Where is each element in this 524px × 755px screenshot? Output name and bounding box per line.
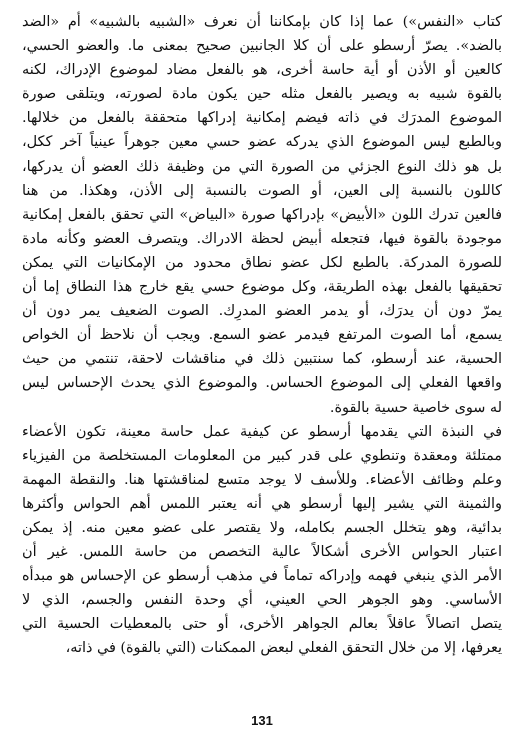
text-line: الأمر الذي ينبغي فهمه وإدراكه تماماً في مذهب أرسطو عن الإحساس هو مبدأه — [22, 568, 502, 585]
page-number: 131 — [251, 713, 273, 728]
text-line: الأساسي. وهو الجوهر الحي العيني، أي وحدة النفس والجسم، الذي لا — [22, 592, 502, 609]
text-line: تحقيقها بالفعل بهذه الطريقة، وكل موضوع حسي يقع خارج هذا النطاق إما أن — [22, 279, 502, 296]
text-line: كاللون بالنسبة إلى العين، أو الصوت بالنسبة إلى الأذن، وهكذا. من هنا — [22, 182, 502, 199]
text-line: موجودة بالقوة فيها، فتجعله أبيض لحظة الادراك. ويتصرف العضو وكأنه مادة — [22, 230, 502, 247]
text-line: كتاب «النفس») عما إذا كان بإمكاننا أن نعرف «الشبيه بالشبيه» أم «الضد — [22, 14, 502, 30]
text-line: اعتبار الحواس الأخرى أشكالاً عالية التخصص من حاسة اللمس. غير أن — [22, 544, 502, 561]
text-line: فالعين تدرك اللون «الأبيض» بإدراكها صورة «البياض» التي تحقق بالفعل إمكانية — [22, 206, 502, 223]
text-line: كالعين أو الأذن أو أية حاسة أخرى، هو بالفعل مضاد لموضوع الإدراك، لكنه — [22, 62, 502, 79]
text-line: ممتلئة ومعقدة وتنطوي على قدر كبير من المعلومات المستخلصة من الفيزياء — [22, 447, 502, 464]
text-line: واقعها الفعلي إلى الموضوع الحساس. والموضوع الذي يحدث الإحساس ليس — [22, 375, 502, 392]
text-line: يمرّ دون أن يدرَك، أو يدمر العضو المدرِك. الصوت الضعيف يمر دون أن — [22, 303, 502, 320]
page-body — [22, 10, 502, 710]
text-line: الموضوع المدرَك في ذاته فيضم إمكانية إدراكها متحققة بالفعل من خلالها. — [22, 110, 502, 127]
text-line: والثمينة التي يشير إليها أرسطو هي أنه يعتبر اللمس أهم الحواس وأكثرها — [22, 495, 502, 512]
text-line: الحسية، عند أرسطو، كما سنتبين ذلك في مناقشات لاحقة، تنتمي من حيث — [22, 351, 502, 368]
text-line: يسمع، أما الصوت المرتفع فيدمر عضو السمع. ويجب أن نلاحظ أن الخواص — [22, 327, 502, 344]
paragraph-2 — [22, 420, 502, 661]
text-line: وعلم وظائف الأعضاء. وللأسف لا يوجد متسع لمناقشتها هنا. والنقطة المهمة — [22, 471, 502, 488]
text-line: له سوى خاصية حسية بالقوة. — [329, 399, 502, 416]
text-line: للصورة المدركة. بالطبع لكل عضو نطاق محدود من الإمكانيات التي يمكن — [22, 254, 502, 271]
text-line: بدائية، وهو يتخلل الجسم بكامله، ولا يقتصر على عضو معين منه. إذ يمكن — [22, 519, 502, 536]
text-line: يعرفها، إلا من خلال التحقق الفعلي لبعض الممكنات (التي بالقوة) في ذاته، — [65, 640, 502, 657]
text-line: بالضد». يصرّ أرسطو على أن كلا الجانبين صحيح بمعنى ما. والعضو الحسي، — [22, 38, 502, 55]
text-line: بالقوة شبيه به ويصير بالفعل مثله حين يكون مادة لصورته، ويتلقى صورة — [22, 86, 502, 103]
text-line: وبالطبع ليس الموضوع الذي يدركه عضو حسي معين جوهراً عينياً آخر ككل، — [22, 134, 502, 151]
text-line: في النبذة التي يقدمها أرسطو عن كيفية عمل حاسة معينة، تكون الأعضاء — [22, 423, 502, 440]
paragraph-1 — [22, 10, 502, 420]
text-line: بل هو ذلك النوع الجزئي من الصورة التي من وظيفة ذلك العضو أن يدركها، — [22, 158, 502, 175]
text-line: يتصل اتصالاً عاقلاً بعالم الجواهر الأخرى، أو حتى بالمعطيات الحسية التي — [22, 616, 502, 633]
